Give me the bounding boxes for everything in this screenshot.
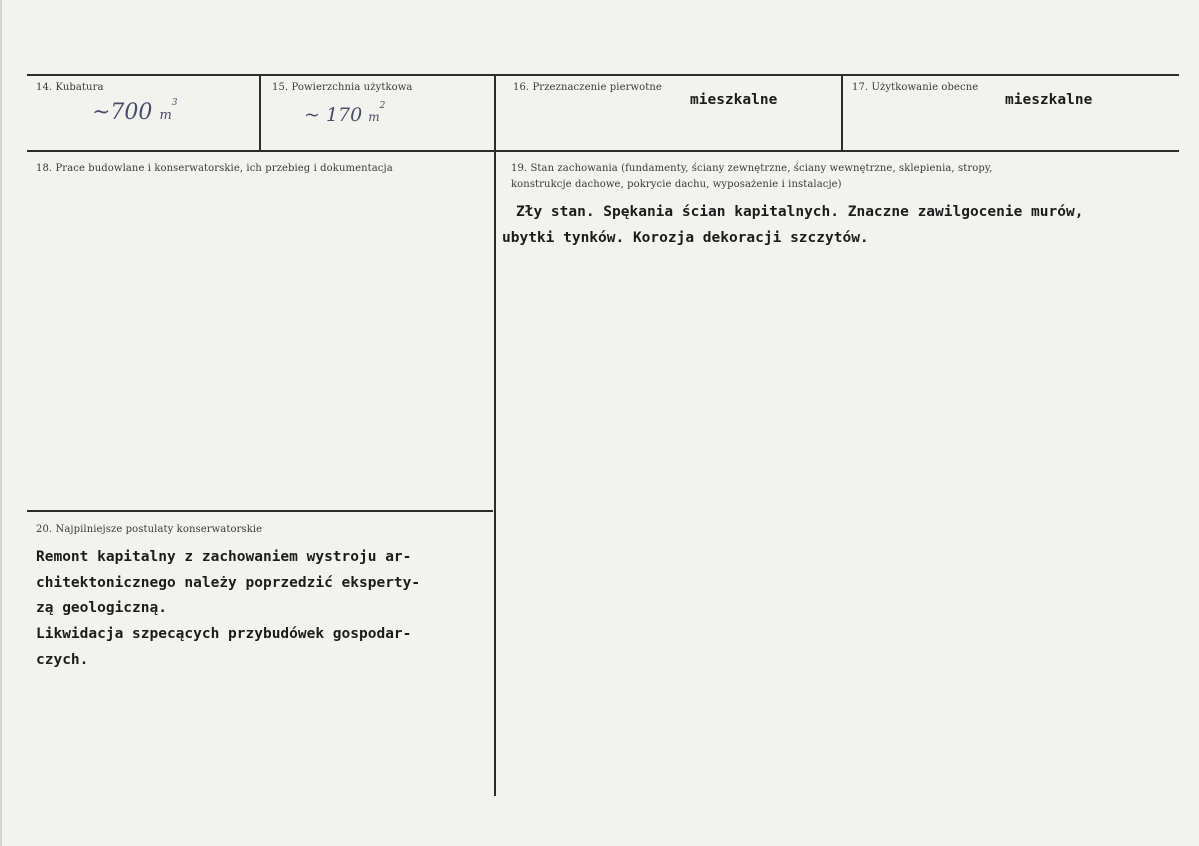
- field-14-unit: m: [159, 108, 172, 123]
- field-16-value: mieszkalne: [690, 92, 778, 108]
- field-15-unit: m: [368, 110, 380, 124]
- top-rule: [27, 74, 1179, 76]
- field-20-text-line-2: chitektonicznego należy poprzedzić eksperty-: [36, 575, 421, 591]
- field-15-number: ~ 170: [304, 104, 363, 126]
- field-14-unit-exp: 3: [171, 97, 178, 108]
- section-20-divider: [27, 510, 493, 512]
- field-15-value: [304, 100, 386, 126]
- field-17-label: 17. Użytkowanie obecne: [852, 82, 979, 93]
- field-19-label-line-1: 19. Stan zachowania (fundamenty, ściany zewnętrzne, ściany wewnętrzne, sklepienia, stropy,: [511, 163, 993, 174]
- field-14-value: [92, 97, 178, 125]
- col-divider-1: [259, 75, 261, 151]
- field-18-label: 18. Prace budowlane i konserwatorskie, ich przebieg i dokumentacja: [36, 163, 393, 174]
- field-19-label-line-2: konstrukcje dachowe, pokrycie dachu, wyposażenie i instalacje): [511, 179, 842, 190]
- field-20-label: 20. Najpilniejsze postulaty konserwatorskie: [36, 524, 263, 535]
- field-16-label: 16. Przeznaczenie pierwotne: [513, 82, 662, 93]
- field-20-text-line-4: Likwidacja szpecących przybudówek gospodar-: [36, 626, 412, 642]
- field-20-text-line-5: czych.: [36, 652, 89, 668]
- field-17-value: mieszkalne: [1005, 92, 1093, 108]
- field-19-text-line-1: Zły stan. Spękania ścian kapitalnych. Znaczne zawilgocenie murów,: [516, 204, 1084, 220]
- field-14-label: 14. Kubatura: [36, 82, 104, 93]
- col-divider-3: [841, 75, 843, 151]
- field-20-text-line-3: zą geologiczną.: [36, 600, 167, 616]
- field-15-unit-exp: 2: [379, 100, 386, 111]
- field-20-text-line-1: Remont kapitalny z zachowaniem wystroju ar-: [36, 549, 412, 565]
- field-19-text-line-2: ubytki tynków. Korozja dekoracji szczytów.: [502, 230, 869, 246]
- field-14-number: ~700: [92, 100, 153, 125]
- field-15-label: 15. Powierzchnia użytkowa: [272, 82, 413, 93]
- row-divider: [27, 150, 1179, 152]
- col-divider-2: [494, 75, 496, 796]
